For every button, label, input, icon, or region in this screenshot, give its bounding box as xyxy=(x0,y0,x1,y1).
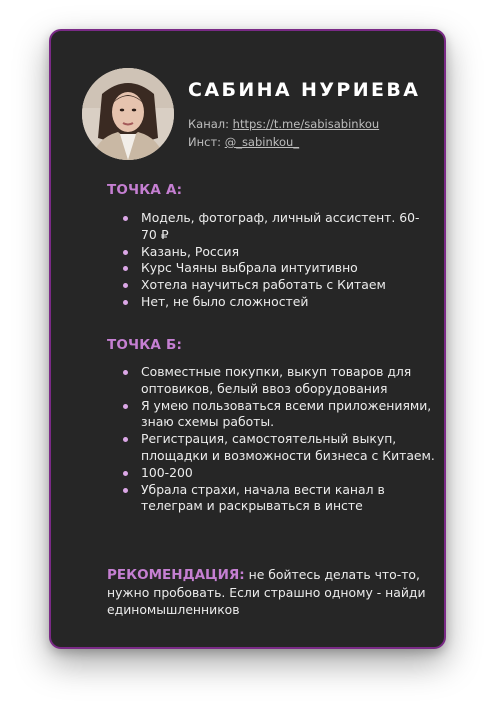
bullet-icon xyxy=(123,370,128,375)
avatar xyxy=(82,68,174,160)
list-item: Я умею пользоваться всеми приложениями, знаю схемы работы. xyxy=(141,398,435,432)
bullet-icon xyxy=(123,216,128,221)
channel-row xyxy=(188,115,379,133)
point-b-list xyxy=(107,364,435,515)
list-item: Нет, не было сложностей xyxy=(141,294,435,311)
profile-card xyxy=(49,29,446,649)
point-a-list xyxy=(107,210,435,311)
list-item: Хотела научиться работать с Китаем xyxy=(141,277,435,294)
list-item: 100-200 xyxy=(141,465,435,482)
avatar-photo xyxy=(82,68,174,160)
instagram-row xyxy=(188,133,379,151)
list-item: Модель, фотограф, личный ассистент. 60-70 ₽ xyxy=(141,210,435,244)
profile-name: САБИНА НУРИЕВА xyxy=(188,79,421,101)
bullet-icon xyxy=(123,283,128,288)
bullet-icon xyxy=(123,250,128,255)
channel-label: Канал: xyxy=(188,117,230,131)
list-item: Совместные покупки, выкуп товаров для оптовиков, белый ввоз оборудования xyxy=(141,364,435,398)
recommendation-label: РЕКОМЕНДАЦИЯ: xyxy=(107,567,245,583)
list-item: Убрала страхи, начала вести канал в телеграм и раскрываться в инсте xyxy=(141,482,435,516)
channel-link[interactable]: https://t.me/sabisabinkou xyxy=(232,117,380,131)
recommendation-text: не бойтесь делать что-то, нужно пробовать. Если страшно одному - найди единомышленников xyxy=(107,567,426,617)
list-item: Казань, Россия xyxy=(141,244,435,261)
bullet-icon xyxy=(123,488,128,493)
bullet-icon xyxy=(123,300,128,305)
recommendation xyxy=(107,566,443,618)
bullet-icon xyxy=(123,266,128,271)
bullet-icon xyxy=(123,437,128,442)
point-a-title: ТОЧКА А: xyxy=(107,182,183,198)
list-item: Курс Чаяны выбрала интуитивно xyxy=(141,260,435,277)
bullet-icon xyxy=(123,404,128,409)
list-item: Регистрация, самостоятельный выкуп, площадки и возможности бизнеса с Китаем. xyxy=(141,431,435,465)
instagram-link[interactable]: @_sabinkou_ xyxy=(224,135,300,149)
instagram-label: Инст: xyxy=(188,135,222,149)
bullet-icon xyxy=(123,471,128,476)
point-b-title: ТОЧКА Б: xyxy=(107,337,183,353)
contacts xyxy=(188,115,379,151)
